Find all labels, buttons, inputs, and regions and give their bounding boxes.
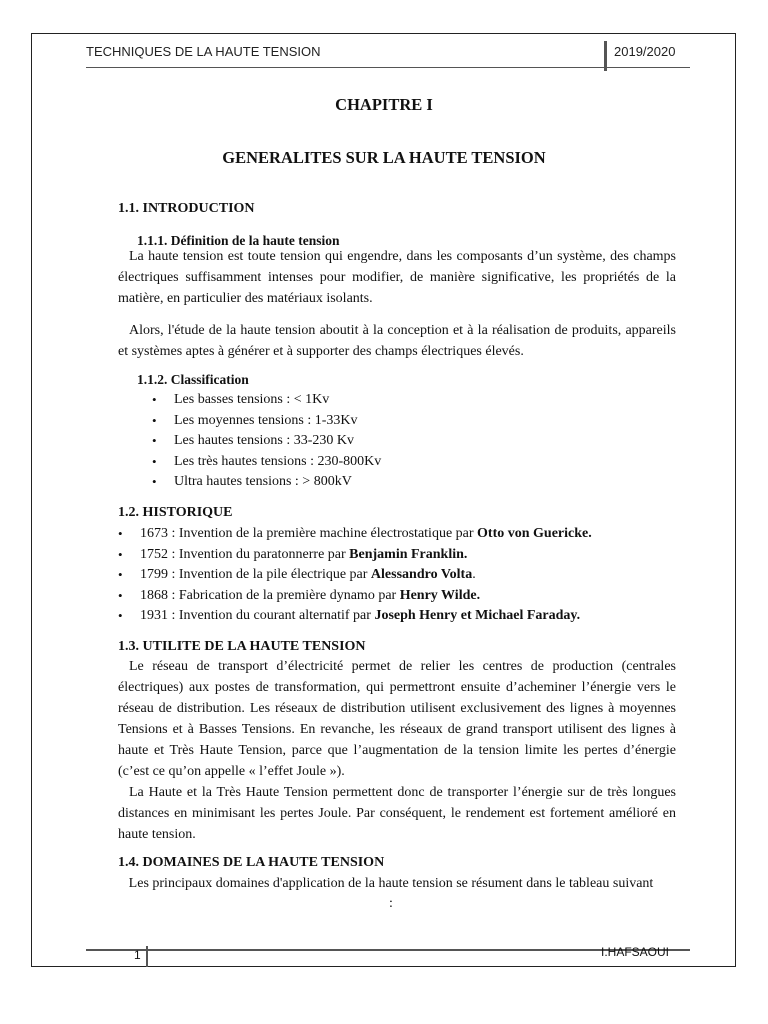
historique-item: • 1673 : Invention de la première machine électrostatique par Otto von Guericke.	[118, 524, 592, 545]
definition-paragraph-1: La haute tension est toute tension qui engendre, dans les composants d’un système, des champs électriques suffisamment intenses pour modifier, de manière significative, les propriétés de la matière, en particulier des matériaux isolants.	[118, 249, 676, 306]
chapter-title: GENERALITES SUR LA HAUTE TENSION	[222, 148, 546, 167]
footer-divider	[146, 946, 148, 967]
historique-item: • 1931 : Invention du courant alternatif par Joseph Henry et Michael Faraday.	[118, 606, 592, 627]
utilite-paragraph-2: La Haute et la Très Haute Tension permettent donc de transporter l’énergie sur de très longues distances en minimisant les pertes Joule. Par conséquent, le rendement est fortement amélioré en haute tension.	[118, 785, 676, 842]
classification-heading: 1.1.2. Classification	[137, 372, 249, 387]
footer-rule	[86, 949, 690, 951]
section-historique-heading: 1.2. HISTORIQUE	[118, 505, 233, 520]
chapter-number: CHAPITRE I	[335, 95, 433, 114]
section-introduction-heading: 1.1. INTRODUCTION	[118, 201, 255, 216]
utilite-paragraph-1: Le réseau de transport d’électricité permet de relier les centres de production (centrales électriques) aux postes de transformation, qui permettront ensuite d’acheminer l’énergie vers le réseau de distribution. Les réseaux de distribution utilisent exclusivement des lignes à moyennes Tensions et à Basses Tensions. En revanche, les réseaux de grand transport utilisent des lignes à haute et Très Haute Tension, parce que l’augmentation de la tension limite les pertes d’énergie (c’est ce qu’on appelle « l’effet Joule »).	[118, 659, 676, 779]
definition-paragraph-2: Alors, l'étude de la haute tension aboutit à la conception et à la réalisation de produits, appareils et systèmes aptes à générer et à supporter des champs électriques élevés.	[118, 323, 676, 359]
historique-list	[118, 524, 592, 627]
classification-list	[152, 390, 381, 493]
header-year: 2019/2020	[614, 44, 676, 59]
historique-item: • 1752 : Invention du paratonnerre par Benjamin Franklin.	[118, 545, 592, 566]
section-domaines-heading: 1.4. DOMAINES DE LA HAUTE TENSION	[118, 855, 385, 870]
page-number: 1	[134, 948, 141, 962]
classification-item: • Les très hautes tensions : 230-800Kv	[152, 452, 381, 473]
header-title: TECHNIQUES DE LA HAUTE TENSION	[86, 44, 321, 59]
historique-item: • 1868 : Fabrication de la première dynamo par Henry Wilde.	[118, 586, 592, 607]
classification-item: • Les moyennes tensions : 1-33Kv	[152, 411, 381, 432]
header-rule	[86, 67, 690, 68]
classification-item: • Les basses tensions : < 1Kv	[152, 390, 381, 411]
definition-heading: 1.1.1. Définition de la haute tension	[137, 233, 340, 248]
section-utilite-heading: 1.3. UTILITE DE LA HAUTE TENSION	[118, 639, 366, 654]
footer-author: I.HAFSAOUI	[601, 945, 670, 959]
historique-item: • 1799 : Invention de la pile électrique par Alessandro Volta.	[118, 565, 592, 586]
classification-item: • Les hautes tensions : 33-230 Kv	[152, 431, 381, 452]
classification-item: • Ultra hautes tensions : > 800kV	[152, 472, 381, 493]
domaines-paragraph: Les principaux domaines d'application de la haute tension se résument dans le tableau suivant :	[128, 876, 654, 911]
